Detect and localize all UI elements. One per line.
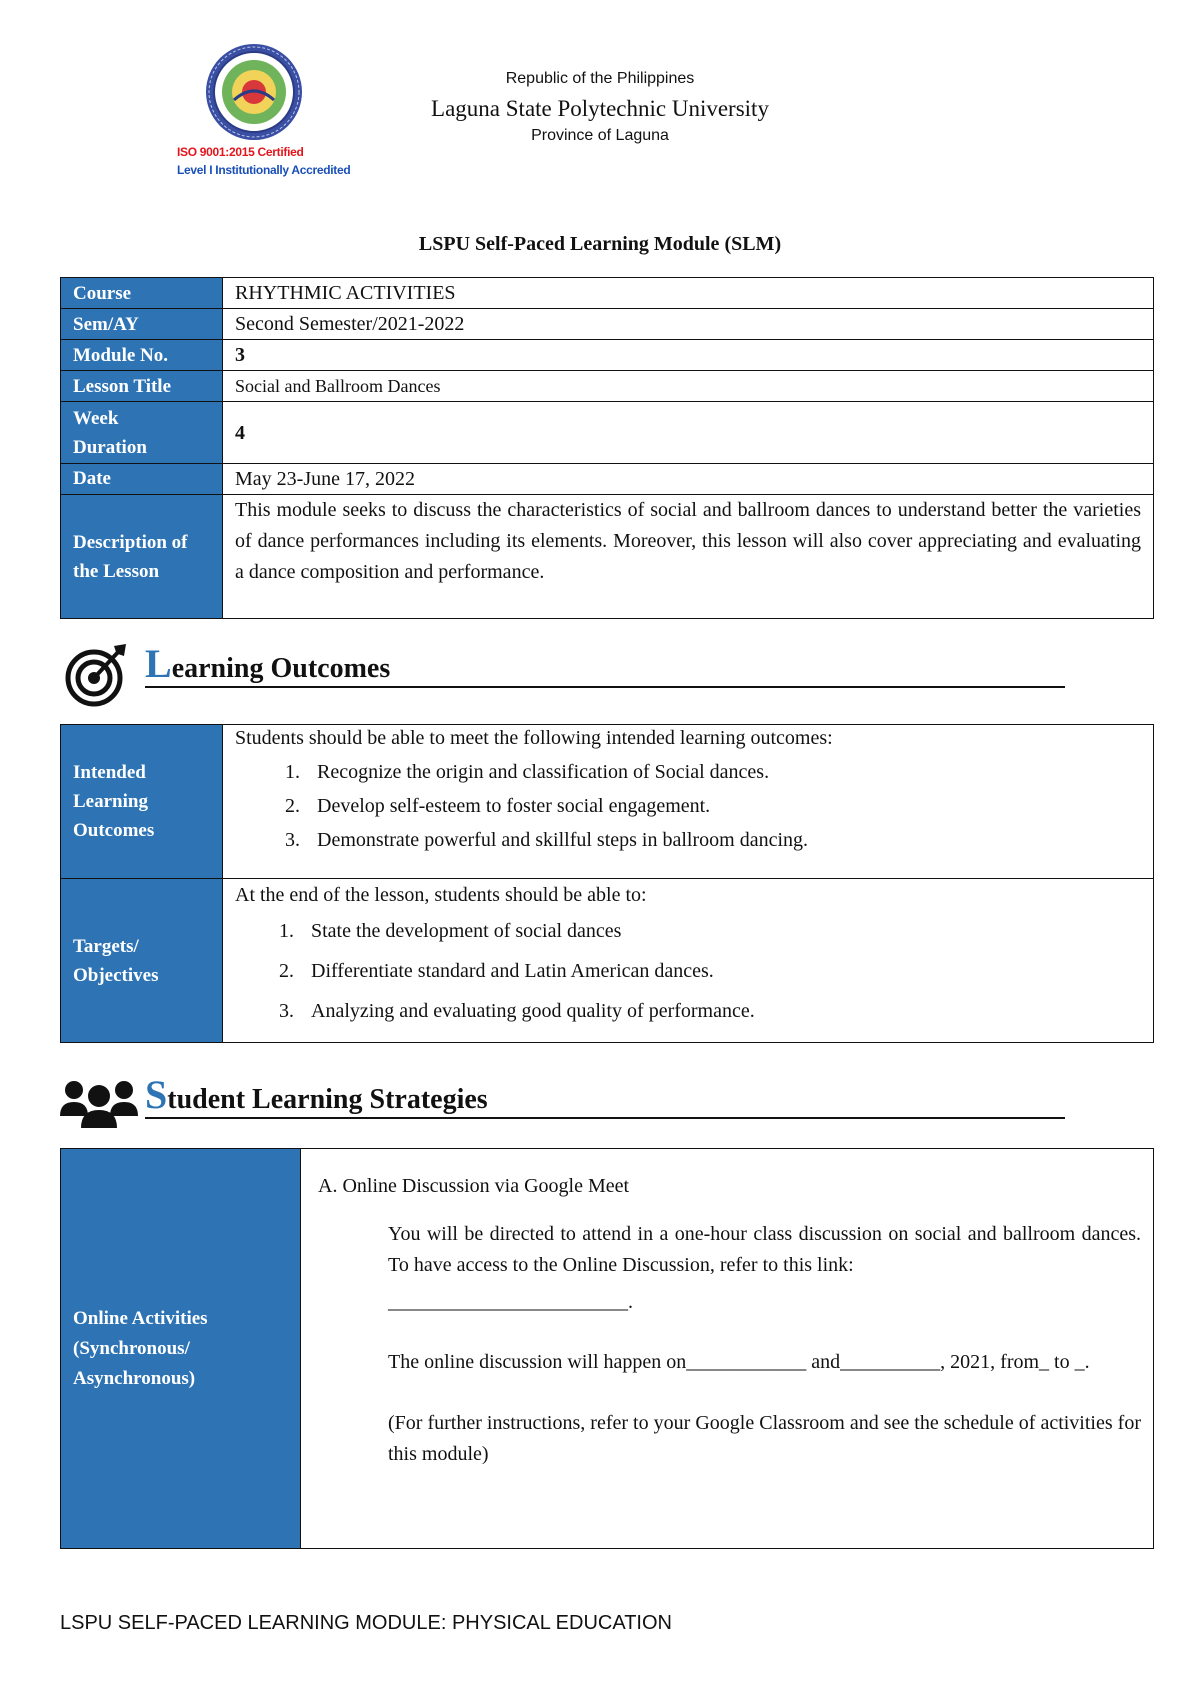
iso-certification: ISO 9001:2015 Certified	[177, 145, 304, 159]
instructions-text: (For further instructions, refer to your Google Classroom and see the schedule of activities for this module)	[388, 1412, 1141, 1465]
university-name: Laguna State Polytechnic University	[431, 96, 769, 121]
list-item: 2. Develop self-esteem to foster social engagement.	[305, 789, 1141, 823]
targets-label-line2: Objectives	[73, 964, 159, 986]
module-title: LSPU Self-Paced Learning Module (SLM)	[418, 233, 782, 255]
online-activities-content	[301, 1149, 1154, 1549]
strategies-table	[60, 1148, 1154, 1549]
republic-line: Republic of the Philippines	[505, 70, 695, 87]
learning-outcomes-heading	[145, 640, 1065, 688]
course-info-table	[60, 277, 1154, 619]
ilo-label-line3: Outcomes	[73, 820, 155, 841]
list-item: 1. State the development of social dances	[299, 911, 1141, 951]
target-icon	[62, 640, 130, 708]
targets-list	[235, 911, 1141, 1031]
description-label-line1: Description of	[73, 531, 188, 553]
ilo-list	[235, 755, 1141, 857]
sem-value: Second Semester/2021-2022	[223, 309, 1154, 340]
activity-para1: You will be directed to attend in a one-hour class discussion on social and ballroom dances. To have access to the Online Discussion, refer to this link:	[388, 1223, 1141, 1276]
description-value: This module seeks to discuss the characteristics of social and ballroom dances to understand better the varieties of dance performances including its elements. Moreover, this lesson will also cover appreciating and evaluating a dance composition and performance.	[223, 495, 1154, 619]
ilo-content	[223, 725, 1154, 879]
week-value: 4	[223, 402, 1154, 464]
schedule-text: The online discussion will happen on____________ and__________, 2021, from_ to _.	[388, 1351, 1090, 1373]
targets-content	[223, 879, 1154, 1043]
ilo-label	[61, 725, 223, 879]
date-value: May 23-June 17, 2022	[223, 464, 1154, 495]
targets-intro: At the end of the lesson, students should be able to:	[235, 884, 647, 906]
group-icon	[58, 1072, 140, 1140]
accreditation-level: Level I Institutionally Accredited	[177, 163, 351, 177]
course-value: RHYTHMIC ACTIVITIES	[223, 278, 1154, 309]
description-label	[61, 495, 223, 619]
list-item: 1. Recognize the origin and classification of Social dances.	[305, 755, 1141, 789]
link-blank: ________________________.	[388, 1291, 633, 1313]
heading-initial-l: L	[145, 641, 172, 686]
online-activities-line1: Online Activities	[73, 1307, 208, 1329]
heading-initial-s: S	[145, 1072, 168, 1117]
module-value: 3	[223, 340, 1154, 371]
targets-label-line1: Targets/	[73, 935, 139, 957]
outcomes-table	[60, 724, 1154, 1043]
sem-label: Sem/AY	[61, 309, 223, 340]
module-label: Module No.	[61, 340, 223, 371]
course-label: Course	[61, 278, 223, 309]
online-activities-label	[61, 1149, 301, 1549]
page-footer: LSPU SELF-PACED LEARNING MODULE: PHYSICAL EDUCATION	[60, 1612, 672, 1634]
activity-heading: A. Online Discussion via Google Meet	[318, 1175, 630, 1197]
online-activities-line2: (Synchronous/	[73, 1337, 190, 1359]
date-label: Date	[61, 464, 223, 495]
ilo-intro: Students should be able to meet the following intended learning outcomes:	[235, 727, 833, 749]
description-label-line2: the Lesson	[73, 560, 160, 582]
lesson-value: Social and Ballroom Dances	[223, 371, 1154, 402]
ilo-label-line2: Learning	[73, 791, 148, 812]
online-activities-line3: Asynchronous)	[73, 1367, 196, 1389]
list-item: 2. Differentiate standard and Latin American dances.	[299, 951, 1141, 991]
list-item: 3. Analyzing and evaluating good quality of performance.	[299, 991, 1141, 1031]
list-item: 3. Demonstrate powerful and skillful steps in ballroom dancing.	[305, 823, 1141, 857]
lesson-label: Lesson Title	[61, 371, 223, 402]
province-line: Province of Laguna	[531, 127, 669, 144]
targets-label	[61, 879, 223, 1043]
learning-strategies-heading	[145, 1071, 1065, 1119]
heading-rest: earning Outcomes	[171, 653, 391, 684]
ilo-label-line1: Intended	[73, 762, 146, 783]
week-label: Week	[73, 407, 119, 429]
heading-rest: tudent Learning Strategies	[167, 1084, 488, 1115]
week-duration-label	[61, 402, 223, 464]
duration-label: Duration	[73, 436, 147, 458]
